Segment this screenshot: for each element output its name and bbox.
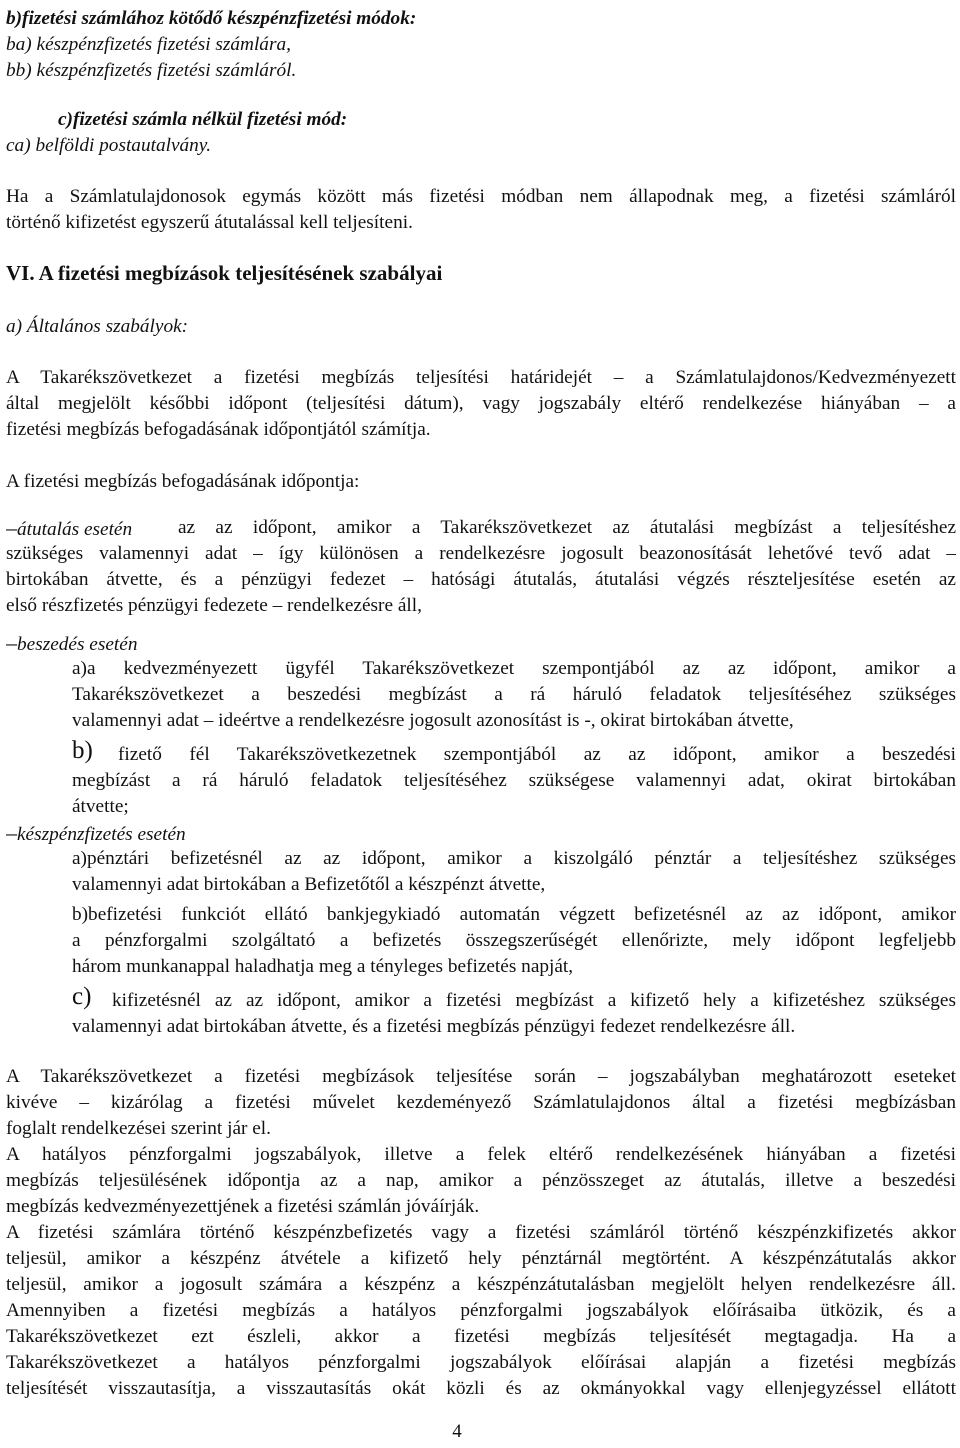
text-line: Takarékszövetkezet ezt észleli, akkor a fizetési megbízás teljesítését megtagadja. Ha a [6, 1326, 956, 1347]
text-line: foglalt rendelkezései szerint jár el. [6, 1118, 271, 1139]
text-line: ca) belföldi postautalvány. [6, 135, 212, 156]
text-line: A fizetési megbízás befogadásának időpontja: [6, 471, 360, 492]
text-line: által megjelölt későbbi időpont (teljesítési dátum), vagy jogszabály eltérő rendelkezése hiányában – a [6, 393, 956, 414]
text-line: megbízást a rá háruló feladatok teljesítéséhez szükségese valamennyi adat, okirat birtokában [72, 770, 956, 791]
list-marker: b) [72, 738, 93, 764]
dash-label [6, 630, 137, 659]
text-line: teljesül, amikor a jogosult számára a készpénz a készpénzátutalásban megjelölt helyen rendelkezésre áll. [6, 1274, 956, 1295]
text-line: bb) készpénzfizetés fizetési számláról. [6, 60, 297, 81]
text-line: valamennyi adat birtokában a Befizetőtől a készpénzt átvette, [72, 874, 546, 895]
text-line: fizető fél Takarékszövetkezetnek szempontjából az az időpont, amikor a beszedési [118, 744, 956, 765]
text-line: kivéve – kizárólag a fizetési művelet kezdeményező Számlatulajdonos által a fizetési megbízásban [6, 1092, 956, 1113]
dash-label-text: beszedés esetén [17, 634, 138, 655]
text-line: fizetési megbízás befogadásának időpontjától számítja. [6, 419, 431, 440]
text-line: átvette; [72, 796, 129, 817]
dash-label-text: készpénzfizetés esetén [17, 824, 186, 845]
text-line: megbízás kedvezményezettjének a fizetési számlán jóváírják. [6, 1196, 480, 1217]
text-line: szükséges valamennyi adat – így különösen a rendelkezésre jogosult beazonosítását lehetővé tevő adat – [6, 543, 956, 564]
text-line: A Takarékszövetkezet a fizetési megbízások teljesítése során – jogszabályban meghatározott eseteket [6, 1066, 956, 1087]
dash-label [6, 820, 186, 849]
text-line: b)fizetési számlához kötődő készpénzfizetési módok: [6, 8, 417, 29]
text-line: valamennyi adat – ideértve a rendelkezésre jogosult azonosítást is -, okirat birtokában átvette, [72, 710, 794, 731]
text-line: ba) készpénzfizetés fizetési számlára, [6, 34, 291, 55]
text-line: valamennyi adat birtokában átvette, és a fizetési megbízás pénzügyi fedezet rendelkezésre áll. [72, 1016, 796, 1037]
text-line: megbízás teljesülésének időpontja az a nap, amikor a pénzösszeget az átutalás, illetve a beszedési [6, 1170, 956, 1191]
text-line: az az időpont, amikor a Takarékszövetkezet az átutalási megbízást a teljesítéshez [178, 517, 956, 538]
text-line: teljesül, amikor a készpénz átvétele a kifizető hely pénztárnál megtörtént. A készpénzátutalás akkor [6, 1248, 956, 1269]
dash-label [6, 515, 132, 544]
text-line: A Takarékszövetkezet a fizetési megbízás teljesítési határidejét – a Számlatulajdonos/Kedvezményezett [6, 367, 956, 388]
text-line: a) Általános szabályok: [6, 316, 189, 337]
page-number: 4 [452, 1421, 462, 1442]
text-line: Ha a Számlatulajdonosok egymás között más fizetési módban nem állapodnak meg, a fizetési számláról [6, 186, 956, 207]
text-line: Takarékszövetkezet a beszedési megbízást a rá háruló feladatok teljesítéséhez szükséges [72, 684, 956, 705]
dash-marker: – [6, 630, 17, 655]
text-line: történő kifizetést egyszerű átutalással kell teljesíteni. [6, 212, 413, 233]
text-line: a pénzforgalmi szolgáltató a befizetés összegszerűségét ellenőrizte, mely időpont legfeljebb [72, 930, 956, 951]
dash-marker: – [6, 820, 17, 845]
dash-label-text: átutalás esetén [17, 519, 133, 540]
text-line: kifizetésnél az az időpont, amikor a fizetési megbízást a kifizető hely a kifizetéshez szükséges [112, 990, 956, 1011]
text-line: a)a kedvezményezett ügyfél Takarékszövetkezet szempontjából az az időpont, amikor a [72, 658, 956, 679]
text-line: b)befizetési funkciót ellátó bankjegykiadó automatán végzett befizetésnél az az időpont, amikor [72, 904, 956, 925]
text-line: első részfizetés pénzügyi fedezete – rendelkezésre áll, [6, 595, 422, 616]
text-line: birtokában átvette, és a pénzügyi fedezet – hatósági átutalás, átutalási végzés részteljesítése esetén az [6, 569, 956, 590]
text-line: teljesítését visszautasítja, a visszautasítás okát közli és az okmányokkal vagy ellenjegyzéssel ellátott [6, 1378, 956, 1399]
text-line: A fizetési számlára történő készpénzbefizetés vagy a fizetési számláról történő készpénzkifizetés akkor [6, 1222, 956, 1243]
list-marker: c) [72, 984, 92, 1010]
text-line: a)pénztári befizetésnél az az időpont, amikor a kiszolgáló pénztár a teljesítéshez szükséges [72, 848, 956, 869]
dash-marker: – [6, 515, 17, 540]
text-line: VI. A fizetési megbízások teljesítésének szabályai [6, 261, 443, 285]
text-line: három munkanappal haladhatja meg a tényleges befizetés napját, [72, 956, 574, 977]
text-line: Amennyiben a fizetési megbízás a hatályos pénzforgalmi jogszabályok előírásaiba ütközik, és a [6, 1300, 956, 1321]
text-line: Takarékszövetkezet a hatályos pénzforgalmi jogszabályok előírásai alapján a fizetési megbízás [6, 1352, 956, 1373]
text-line: A hatályos pénzforgalmi jogszabályok, illetve a felek eltérő rendelkezésének hiányában a fizetési [6, 1144, 956, 1165]
text-line: c)fizetési számla nélkül fizetési mód: [58, 109, 348, 130]
